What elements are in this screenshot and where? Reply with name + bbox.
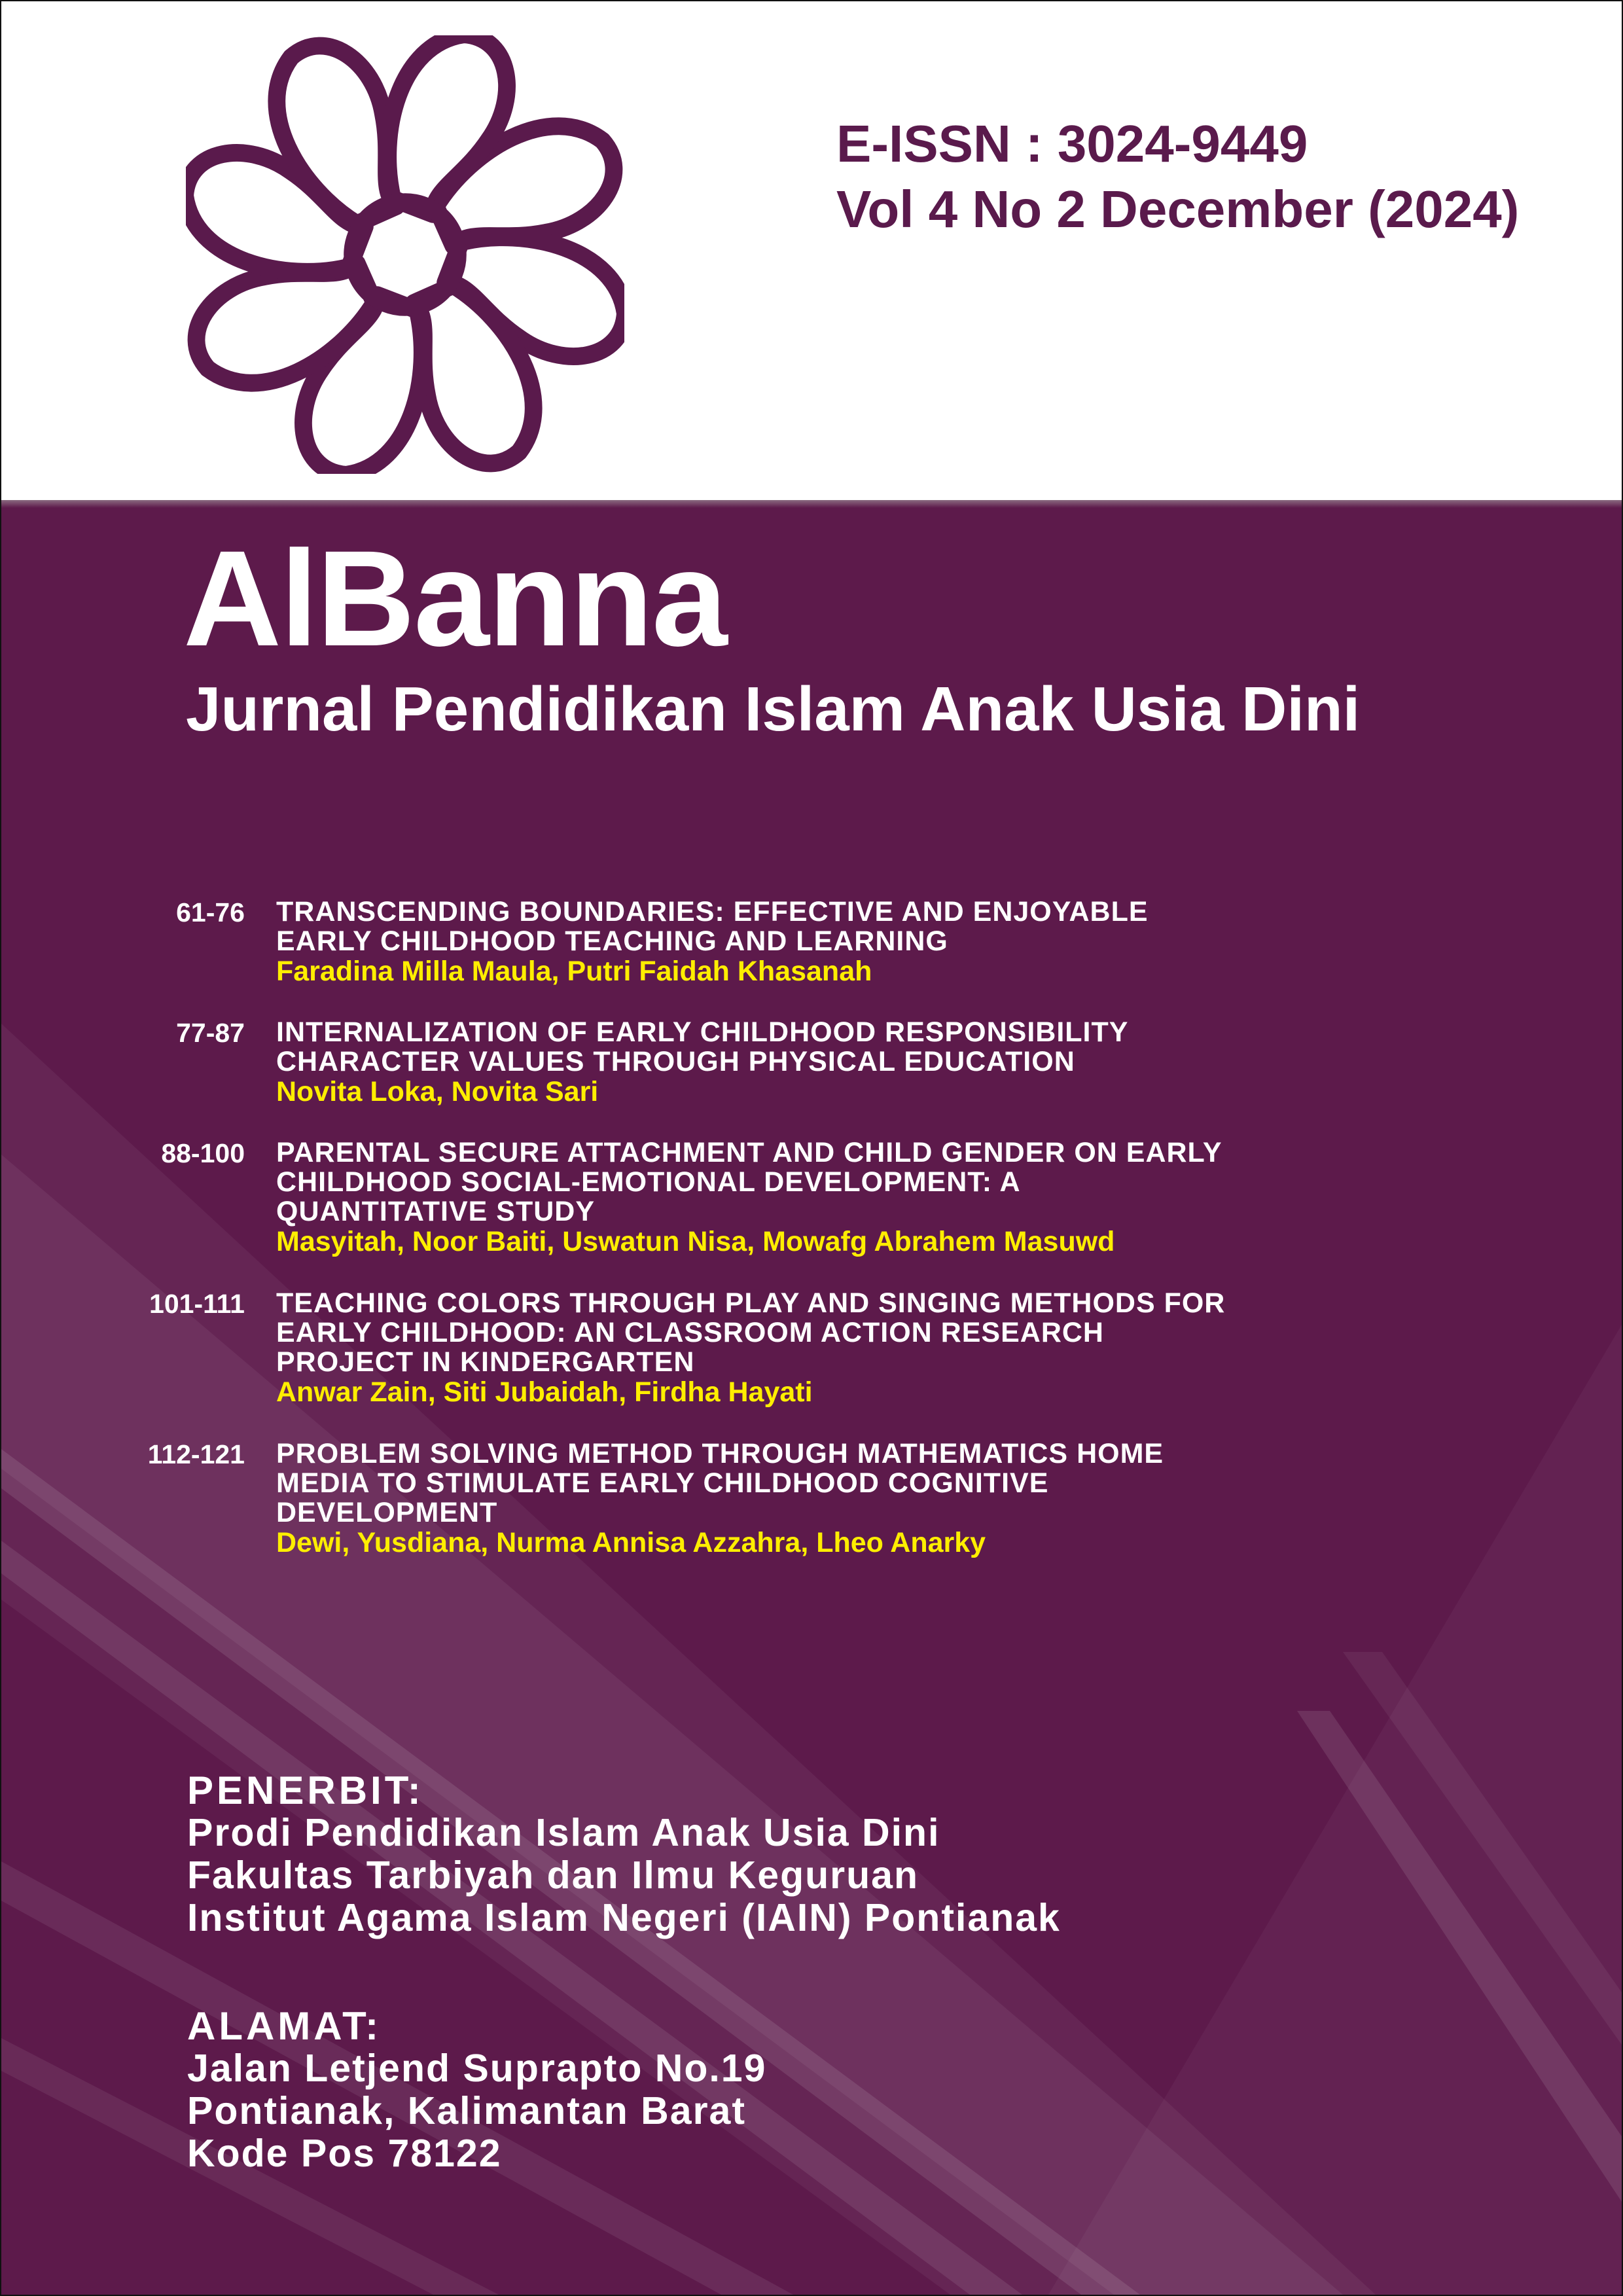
- logo-petal: [436, 126, 614, 246]
- issn-text: E-ISSN : 3024-9449: [836, 115, 1308, 173]
- logo-petal: [277, 46, 397, 224]
- logo-petal: [196, 263, 374, 383]
- address-details: [187, 2047, 766, 2175]
- toc-authors: Dewi, Yusdiana, Nurma Annisa Azzahra, Lheo Anarky: [276, 1527, 986, 1558]
- publisher-label: PENERBIT:: [187, 1768, 424, 1812]
- address-line: Pontianak, Kalimantan Barat: [187, 2089, 746, 2132]
- toc-title-line: EARLY CHILDHOOD TEACHING AND LEARNING: [276, 925, 948, 957]
- cover-header: [1, 1, 1622, 500]
- toc-title-line: CHARACTER VALUES THROUGH PHYSICAL EDUCATION: [276, 1046, 1075, 1077]
- toc-entry-body: [276, 1289, 1389, 1407]
- toc-page-range: 61-76: [176, 897, 245, 927]
- toc-title-line: QUANTITATIVE STUDY: [276, 1196, 596, 1227]
- toc-entry-body: [276, 1439, 1389, 1558]
- toc-page-range: 77-87: [176, 1018, 245, 1048]
- address-label: ALAMAT:: [187, 2004, 382, 2048]
- logo-petal: [414, 285, 533, 463]
- toc-entry-body: [276, 1018, 1389, 1107]
- address-line: Kode Pos 78122: [187, 2132, 502, 2175]
- toc-title-line: PROJECT IN KINDERGARTEN: [276, 1346, 695, 1378]
- toc-authors: Novita Loka, Novita Sari: [276, 1076, 599, 1107]
- toc-title-line: DEVELOPMENT: [276, 1497, 498, 1528]
- address-line: Jalan Letjend Suprapto No.19: [187, 2047, 767, 2090]
- publisher-details: [187, 1812, 1061, 1939]
- logo-center-ring: [353, 202, 458, 308]
- toc-title-line: EARLY CHILDHOOD: AN CLASSROOM ACTION RESEARCH: [276, 1317, 1104, 1348]
- journal-subtitle: Jurnal Pendidikan Islam Anak Usia Dini: [186, 674, 1361, 744]
- toc-title-line: PROBLEM SOLVING METHOD THROUGH MATHEMATICS HOME: [276, 1438, 1164, 1469]
- toc-page-range: 101-111: [149, 1289, 245, 1319]
- publisher-line: Institut Agama Islam Negeri (IAIN) Pontianak: [187, 1896, 1061, 1939]
- publisher-line: Prodi Pendidikan Islam Anak Usia Dini: [187, 1811, 940, 1854]
- interlaced-rosette-logo-icon: [186, 35, 624, 474]
- toc-authors: Masyitah, Noor Baiti, Uswatun Nisa, Mowafg Abrahem Masuwd: [276, 1226, 1115, 1257]
- toc-entry-body: [276, 897, 1389, 986]
- journal-name: AlBanna: [183, 523, 726, 675]
- toc-title-line: INTERNALIZATION OF EARLY CHILDHOOD RESPONSIBILITY: [276, 1016, 1129, 1048]
- volume-text: Vol 4 No 2 December (2024): [836, 180, 1520, 238]
- toc-title-line: CHILDHOOD SOCIAL-EMOTIONAL DEVELOPMENT: A: [276, 1166, 1021, 1198]
- toc-page-range: 112-121: [147, 1439, 245, 1469]
- issn-volume-block: [836, 111, 1519, 242]
- toc-title-line: PARENTAL SECURE ATTACHMENT AND CHILD GENDER ON EARLY: [276, 1137, 1222, 1168]
- toc-entry-body: [276, 1138, 1389, 1257]
- toc-title-line: MEDIA TO STIMULATE EARLY CHILDHOOD COGNITIVE: [276, 1467, 1049, 1499]
- title-band: [1, 500, 1622, 2295]
- toc-page-range: 88-100: [161, 1138, 245, 1168]
- toc-authors: Anwar Zain, Siti Jubaidah, Firdha Hayati: [276, 1376, 813, 1408]
- toc-title-line: TRANSCENDING BOUNDARIES: EFFECTIVE AND ENJOYABLE: [276, 896, 1149, 927]
- toc-authors: Faradina Milla Maula, Putri Faidah Khasanah: [276, 956, 872, 987]
- toc-title-line: TEACHING COLORS THROUGH PLAY AND SINGING METHODS FOR: [276, 1287, 1226, 1319]
- publisher-line: Fakultas Tarbiyah dan Ilmu Keguruan: [187, 1854, 919, 1897]
